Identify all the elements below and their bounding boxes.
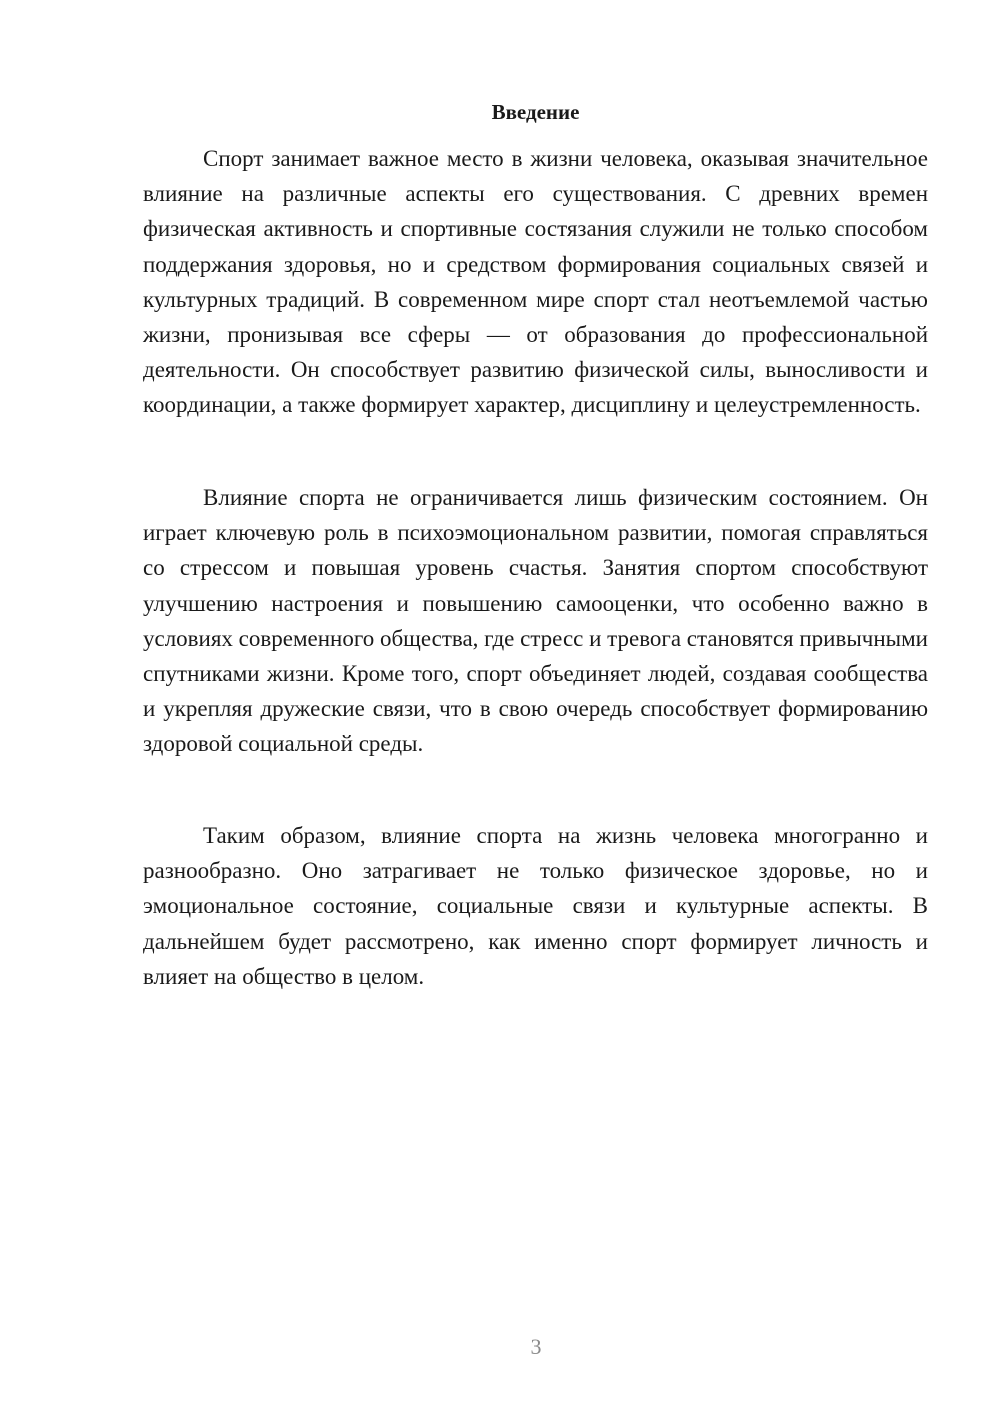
paragraph-conclusion: Таким образом, влияние спорта на жизнь человека многогранно и разнообразно. Оно затрагивает не только физическое здоровье, но и эмоциональное состояние, социальные связи и культурные аспекты. В дальнейшем будет рассмотрено, как именно спорт формирует личность и влияет на общество в целом. — [143, 823, 928, 989]
page-number: 3 — [530, 1334, 542, 1359]
page-title: Введение — [491, 100, 580, 124]
paragraph-intro: Спорт занимает важное место в жизни человека, оказывая значительное влияние на различные аспекты его существования. С древних времен физическая активность и спортивные состязания служили не только способом поддержания здоровья, но и средством формирования социальных связей и культурных традиций. В современном мире спорт стал неотъемлемой частью жизни, пронизывая все сферы — от образования до профессиональной деятельности. Он способствует развитию физической силы, выносливости и координации, а также формирует характер, дисциплину и целеустремленность. — [143, 146, 928, 418]
paragraph-psychological-influence: Влияние спорта не ограничивается лишь физическим состоянием. Он играет ключевую роль в психоэмоциональном развитии, помогая справляться со стрессом и повышая уровень счастья. Занятия спортом способствуют улучшению настроения и повышению самооценки, что особенно важно в условиях современного общества, где стресс и тревога становятся привычными спутниками жизни. Кроме того, спорт объединяет людей, создавая сообщества и укрепляя дружеские связи, что в свою очередь способствует формированию здоровой социальной среды. — [143, 485, 928, 757]
